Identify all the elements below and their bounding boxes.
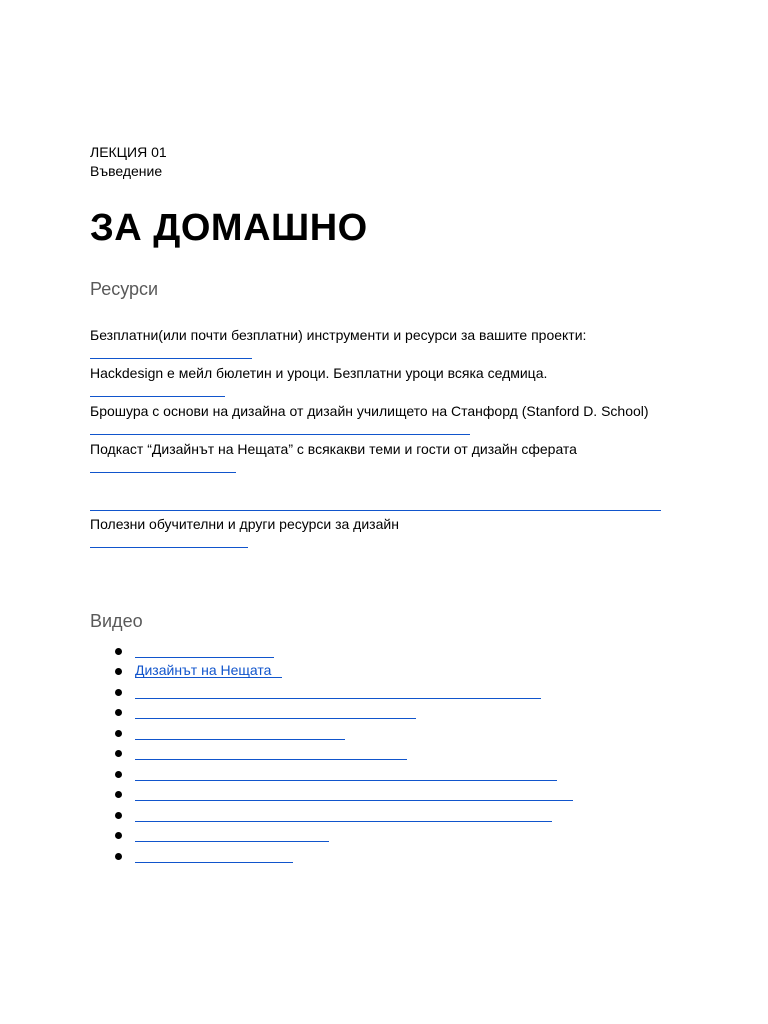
video-link-4[interactable] (135, 703, 416, 719)
resource-text-stanford: Брошура с основи на дизайна от дизайн училището на Станфорд (Stanford D. School) (90, 403, 649, 419)
resource-link-podcast[interactable] (90, 434, 470, 435)
video-link-6[interactable] (135, 744, 407, 760)
bullet-icon (115, 771, 122, 778)
document-page (90, 0, 690, 1024)
resource-text-podcast: Подкаст “Дизайнът на Нещата” с всякакви теми и гости от дизайн сферата (90, 441, 577, 457)
list-item (90, 744, 610, 764)
bullet-icon (115, 750, 122, 757)
list-item (90, 724, 610, 744)
bullet-icon (115, 689, 122, 696)
list-item (90, 642, 610, 662)
bullet-icon (115, 668, 122, 675)
resources-intro: Безплатни(или почти безплатни) инструменти и ресурси за вашите проекти: (90, 327, 587, 343)
resource-link-long[interactable] (90, 510, 661, 511)
bullet-icon (115, 730, 122, 737)
list-item (90, 847, 610, 867)
list-item (90, 806, 610, 826)
resource-link-stanford[interactable] (90, 396, 225, 397)
video-link-1[interactable] (135, 642, 274, 658)
bullet-icon (115, 709, 122, 716)
page-title: ЗА ДОМАШНО (90, 207, 368, 249)
resource-link-hackdesign[interactable] (90, 358, 252, 359)
bullet-icon (115, 648, 122, 655)
list-item (90, 703, 610, 723)
video-link-10[interactable] (135, 826, 329, 842)
video-link-3[interactable] (135, 683, 541, 699)
resource-link-useful[interactable] (90, 547, 248, 548)
resources-heading: Ресурси (90, 279, 159, 299)
video-link-5[interactable] (135, 724, 345, 740)
list-item (90, 683, 610, 703)
video-heading: Видео (90, 611, 143, 631)
bullet-icon (115, 791, 122, 798)
list-item (90, 826, 610, 846)
list-item (90, 662, 610, 682)
lecture-subtitle: Въведение (90, 163, 163, 179)
list-item (90, 785, 610, 805)
resource-link-extra[interactable] (90, 472, 236, 473)
video-link-2[interactable]: Дизайнът на Нещата (135, 662, 282, 678)
bullet-icon (115, 853, 122, 860)
video-link-9[interactable]: _ (135, 806, 552, 822)
video-link-7[interactable] (135, 765, 557, 781)
resource-text-hackdesign: Hackdesign е мейл бюлетин и уроци. Безплатни уроци всяка седмица. (90, 365, 548, 381)
list-item (90, 765, 610, 785)
resource-text-useful: Полезни обучителни и други ресурси за дизайн (90, 516, 399, 532)
bullet-icon (115, 832, 122, 839)
video-link-11[interactable] (135, 847, 293, 863)
video-link-8[interactable] (135, 785, 573, 801)
lecture-label: ЛЕКЦИЯ 01 (90, 144, 167, 160)
bullet-icon (115, 812, 122, 819)
